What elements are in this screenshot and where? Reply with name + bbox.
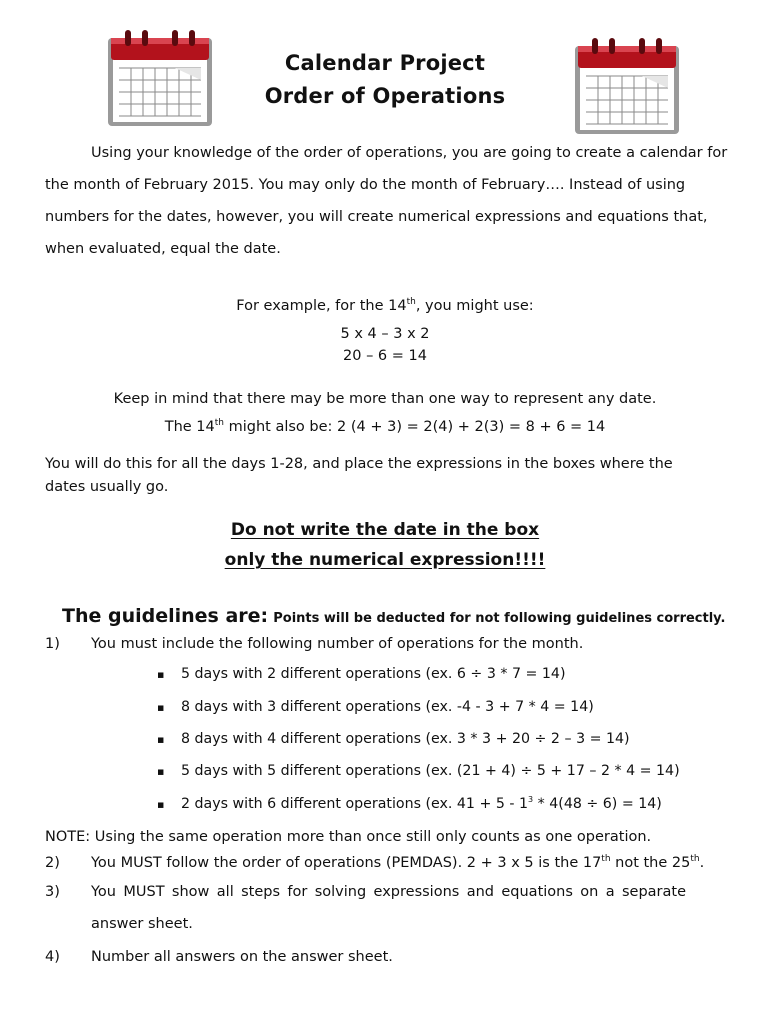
warning-line: Do not write the date in the box (230, 520, 540, 540)
bullet-icon: ▪ (157, 765, 165, 778)
calendar-icon (105, 28, 215, 128)
intro-line: Using your knowledge of the order of operations, you are going to create a calendar for (91, 145, 728, 161)
bullet-icon: ▪ (157, 668, 165, 681)
bullet-icon: ▪ (157, 701, 165, 714)
list-item: 8 days with 4 different operations (ex. 3 * 3 + 20 ÷ 2 – 3 = 14) (181, 731, 630, 747)
guideline-item: Number all answers on the answer sheet. (91, 949, 393, 965)
list-number: 4) (45, 949, 60, 965)
intro-line: numbers for the dates, however, you will create numerical expressions and equations that, (45, 209, 708, 225)
example-lead: For example, for the 14th, you might use: (236, 297, 534, 314)
page-subtitle: Order of Operations (264, 84, 506, 108)
warning-line: only the numerical expression!!!! (224, 550, 546, 570)
guideline-item: You MUST follow the order of operations (PEMDAS). 2 + 3 x 5 is the 17th not the 25th. (91, 854, 705, 871)
bullet-icon: ▪ (157, 733, 165, 746)
list-item: 8 days with 3 different operations (ex. -4 - 3 + 7 * 4 = 14) (181, 699, 594, 715)
example-equation: 20 – 6 = 14 (343, 348, 427, 364)
keep-in-mind-text: Keep in mind that there may be more than one way to represent any date. (113, 391, 657, 407)
list-item: 5 days with 2 different operations (ex. 6 ÷ 3 * 7 = 14) (181, 666, 566, 682)
guidelines-header: The guidelines are: Points will be deducted for not following guidelines correctly. (62, 605, 726, 627)
page-title: Calendar Project (284, 51, 486, 75)
instruction-line: dates usually go. (45, 479, 169, 495)
list-number: 2) (45, 855, 60, 871)
guideline-item: You MUST show all steps for solving expressions and equations on a separate (91, 884, 686, 900)
note-text: NOTE: Using the same operation more than once still only counts as one operation. (45, 829, 652, 845)
guideline-item-continued: answer sheet. (91, 916, 193, 932)
intro-line: when evaluated, equal the date. (45, 241, 281, 257)
guideline-item: You must include the following number of operations for the month. (91, 636, 584, 652)
intro-line: the month of February 2015. You may only do the month of February…. Instead of using (45, 177, 686, 193)
list-number: 3) (45, 884, 60, 900)
list-number: 1) (45, 636, 60, 652)
list-item: 2 days with 6 different operations (ex. $41 + 5 - 1^3 * 4(48 \div 6) = 14$) (181, 795, 662, 812)
bullet-icon: ▪ (157, 798, 165, 811)
instruction-line: You will do this for all the days 1-28, and place the expressions in the boxes where the (45, 456, 673, 472)
example-expression: 5 x 4 – 3 x 2 (340, 326, 430, 342)
list-item: 5 days with 5 different operations (ex. (21 + 4) ÷ 5 + 17 – 2 * 4 = 14) (181, 763, 680, 779)
alternate-example: The 14th might also be: 2 (4 + 3) = 2(4) + 2(3) = 8 + 6 = 14 (164, 418, 606, 435)
